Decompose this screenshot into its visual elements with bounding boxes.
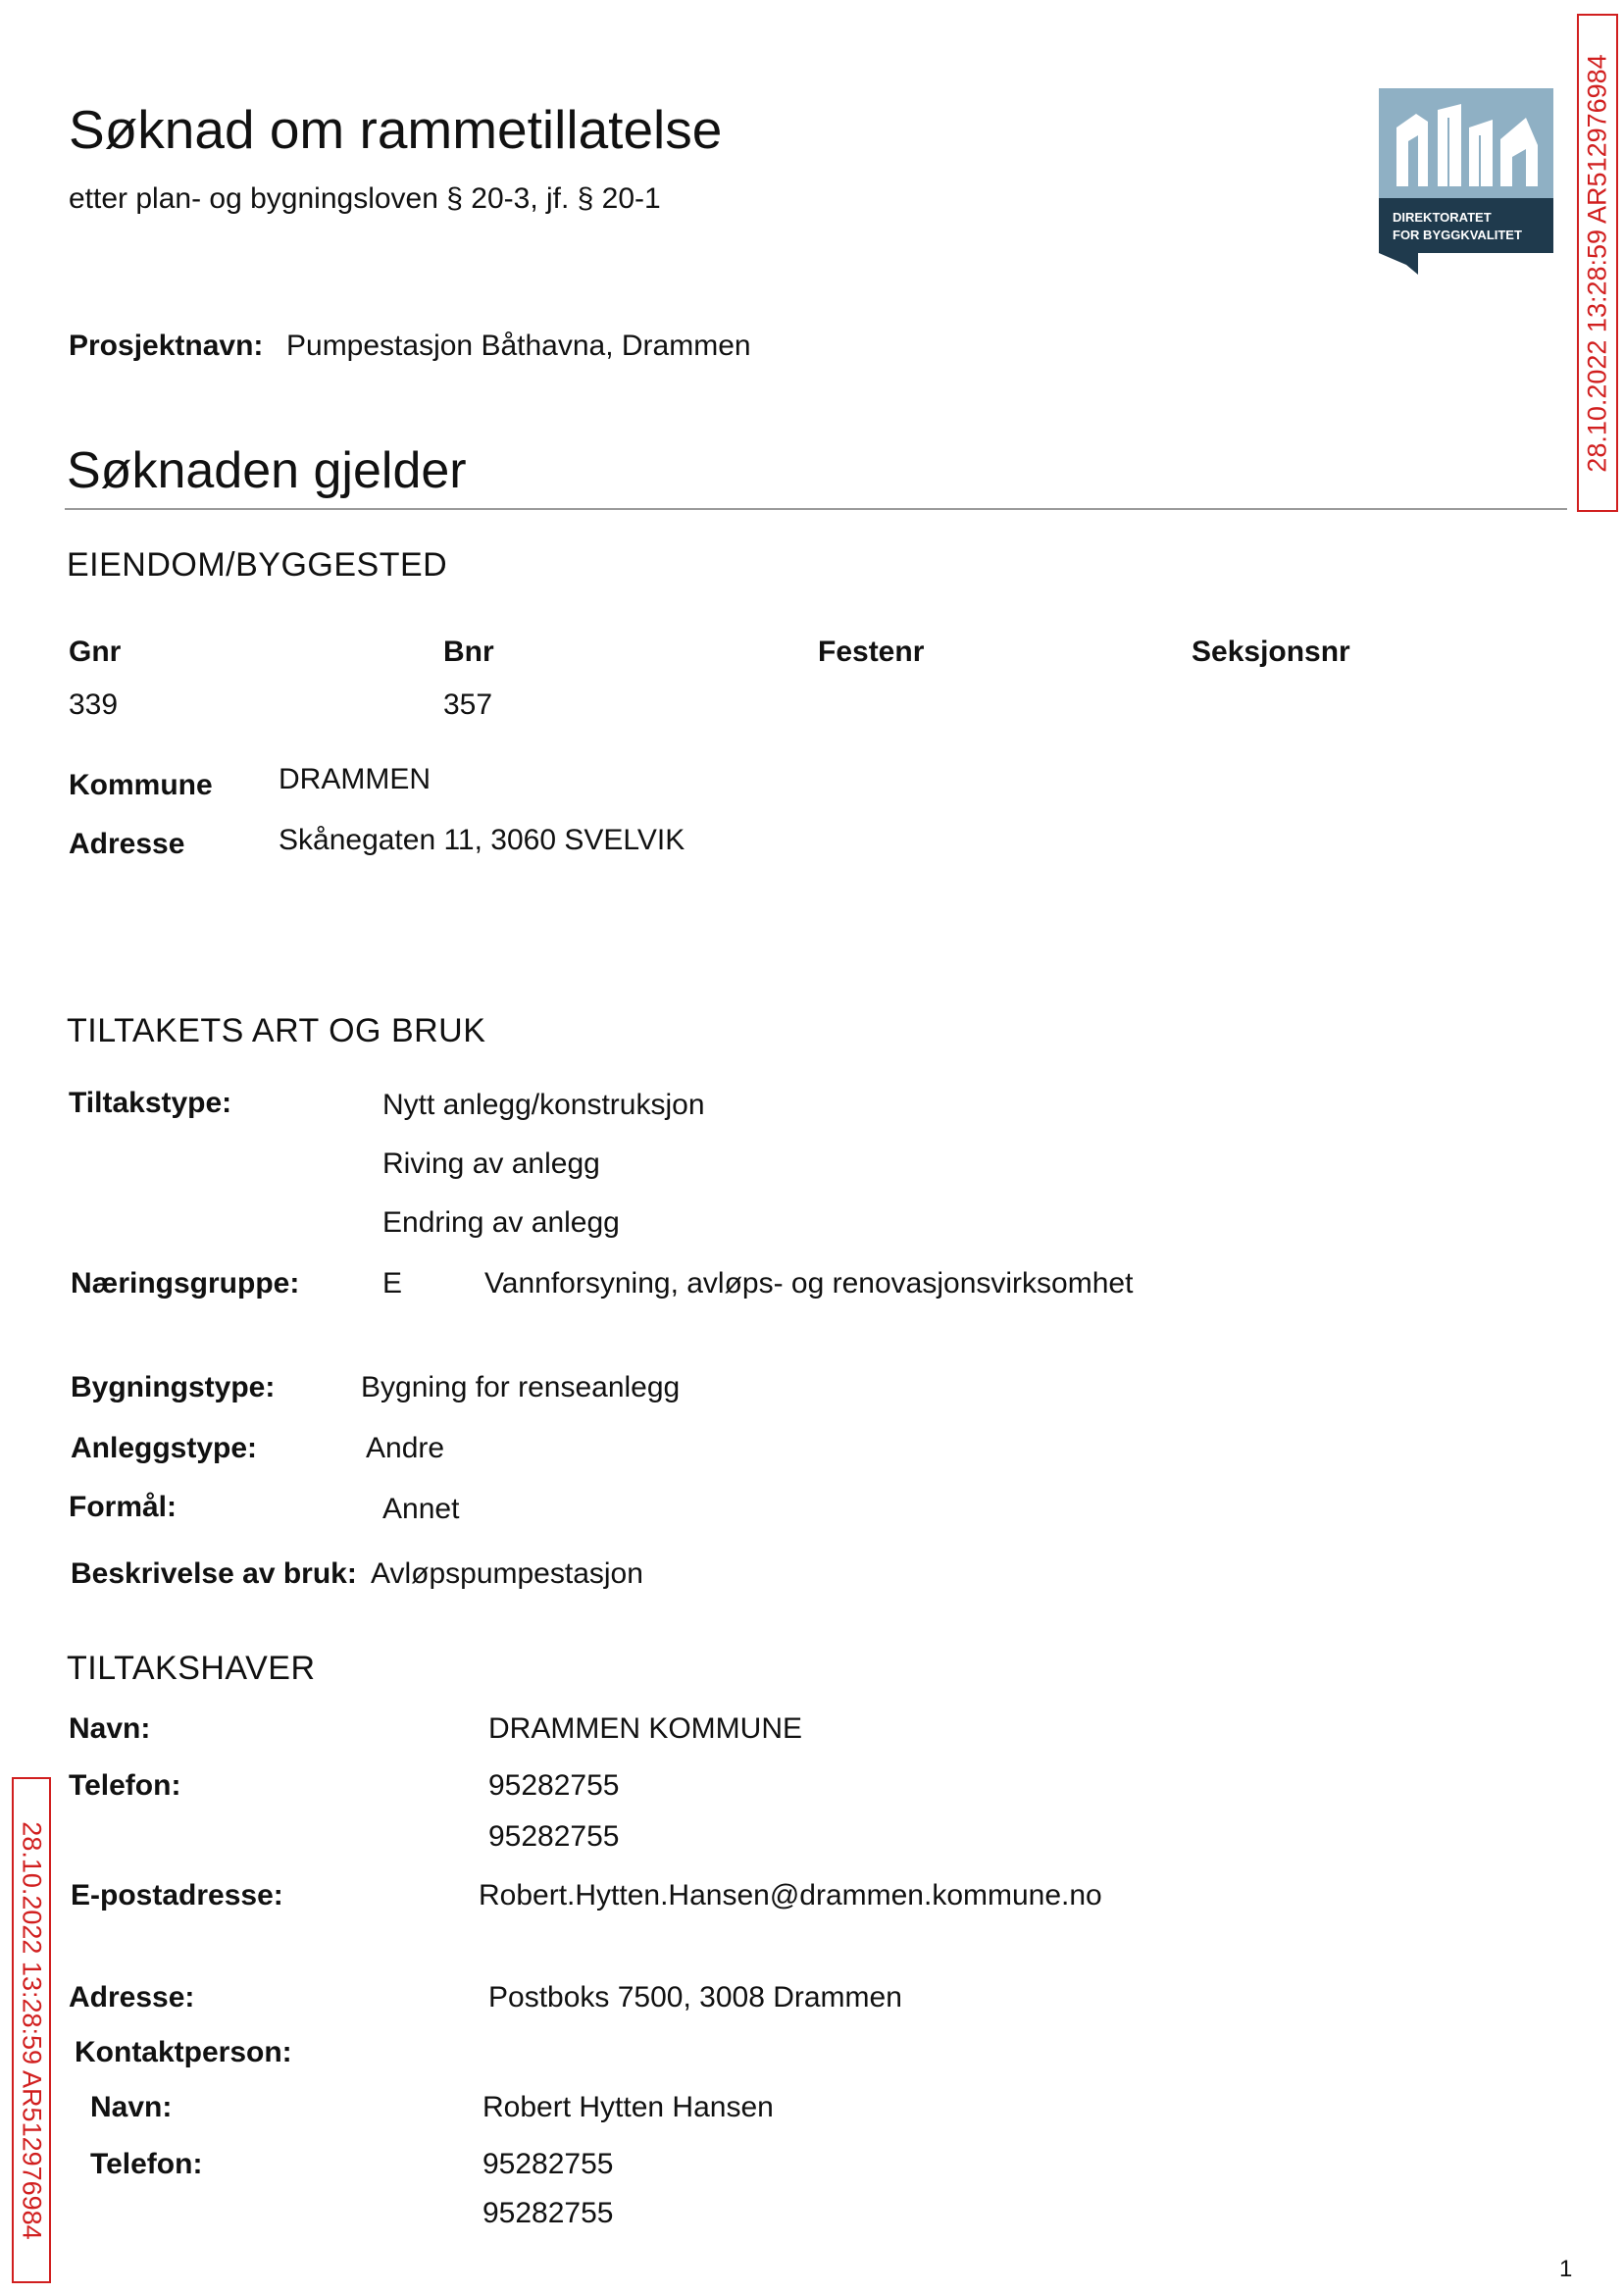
kontakt-navn-label: Navn:	[90, 2091, 173, 2123]
property-adresse-value: Skånegaten 11, 3060 SVELVIK	[279, 824, 685, 856]
date-stamp-left	[12, 1777, 51, 2283]
gnr-value: 339	[69, 688, 119, 721]
project-label: Prosjektnavn:	[69, 330, 264, 362]
property-adresse-label: Adresse	[69, 828, 185, 860]
document-subtitle: etter plan- og bygningsloven § 20-3, jf. § 20-1	[69, 182, 661, 215]
bnr-label: Bnr	[443, 636, 494, 668]
project-value: Pumpestasjon Båthavna, Drammen	[286, 330, 751, 362]
tiltakshaver-adresse-value: Postboks 7500, 3008 Drammen	[488, 1981, 902, 2014]
kontakt-navn-value: Robert Hytten Hansen	[482, 2091, 774, 2123]
tiltakshaver-telefon-label: Telefon:	[69, 1769, 181, 1802]
formal-label: Formål:	[69, 1491, 178, 1523]
kommune-value: DRAMMEN	[279, 763, 431, 795]
anleggstype-value: Andre	[366, 1432, 445, 1464]
logo-text-2: FOR BYGGKVALITET	[1393, 228, 1522, 242]
kontaktperson-label: Kontaktperson:	[75, 2036, 292, 2068]
beskrivelse-label: Beskrivelse av bruk:	[71, 1557, 357, 1590]
beskrivelse-value: Avløpspumpestasjon	[371, 1557, 643, 1590]
bygningstype-label: Bygningstype:	[71, 1371, 276, 1403]
tiltakshaver-telefon-1: 95282755	[488, 1769, 620, 1802]
naeringsgruppe-text: Vannforsyning, avløps- og renovasjonsvirksomhet	[484, 1267, 1134, 1300]
property-heading: EIENDOM/BYGGESTED	[67, 546, 448, 584]
festenr-label: Festenr	[818, 636, 925, 668]
kontakt-telefon-1: 95282755	[482, 2148, 614, 2180]
section-title: Søknaden gjelder	[67, 442, 467, 499]
page-number: 1	[1559, 2256, 1573, 2282]
bygningstype-value: Bygning for renseanlegg	[361, 1371, 681, 1403]
date-stamp-left-text: 28.10.2022 13:28:59 AR512976984	[17, 1820, 47, 2240]
section-divider	[65, 508, 1567, 510]
document-title: Søknad om rammetillatelse	[69, 99, 723, 160]
naeringsgruppe-label: Næringsgruppe:	[71, 1267, 300, 1300]
formal-value: Annet	[382, 1493, 460, 1525]
dibk-logo	[1379, 88, 1553, 275]
gnr-label: Gnr	[69, 636, 122, 668]
tiltakshaver-navn-value: DRAMMEN KOMMUNE	[488, 1712, 802, 1745]
tiltakstype-label: Tiltakstype:	[69, 1087, 232, 1119]
tiltakshaver-telefon-2: 95282755	[488, 1820, 620, 1853]
tiltakstype-value-1: Nytt anlegg/konstruksjon	[382, 1089, 705, 1121]
tiltakshaver-adresse-label: Adresse:	[69, 1981, 195, 2014]
date-stamp-top	[1577, 14, 1618, 512]
tiltakstype-value-3: Endring av anlegg	[382, 1206, 620, 1239]
kontakt-telefon-2: 95282755	[482, 2197, 614, 2229]
tiltakshaver-navn-label: Navn:	[69, 1712, 151, 1745]
tiltakstype-value-2: Riving av anlegg	[382, 1147, 600, 1180]
tiltak-heading: TILTAKETS ART OG BRUK	[67, 1012, 486, 1049]
date-stamp-top-text: 28.10.2022 13:28:59 AR512976984	[1582, 53, 1612, 473]
kontakt-telefon-label: Telefon:	[90, 2148, 203, 2180]
epost-value: Robert.Hytten.Hansen@drammen.kommune.no	[479, 1879, 1102, 1912]
kommune-label: Kommune	[69, 769, 213, 801]
bnr-value: 357	[443, 688, 493, 721]
dibk-logo-icon	[1379, 88, 1553, 275]
naeringsgruppe-code: E	[382, 1267, 403, 1300]
logo-text-1: DIREKTORATET	[1393, 210, 1492, 225]
tiltakshaver-heading: TILTAKSHAVER	[67, 1650, 316, 1687]
epost-label: E-postadresse:	[71, 1879, 283, 1912]
anleggstype-label: Anleggstype:	[71, 1432, 258, 1464]
seksjonsnr-label: Seksjonsnr	[1192, 636, 1350, 668]
